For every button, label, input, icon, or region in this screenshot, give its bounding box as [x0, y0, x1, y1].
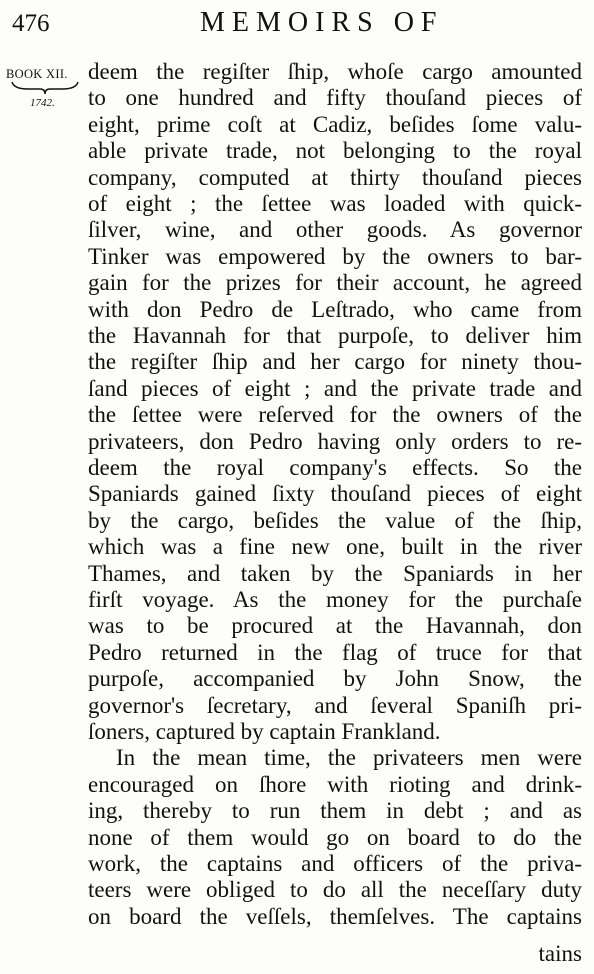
text-line: ſoners, captured by captain Frankland. — [88, 719, 441, 744]
page-number: 476 — [12, 10, 50, 37]
text-line: deem the regiſter ſhip, whoſe cargo amounted — [88, 59, 582, 84]
text-line: ſilver, wine, and other goods. As governor — [88, 217, 582, 243]
text-line: purpoſe, accompanied by John Snow, the — [88, 666, 582, 692]
text-line: Tinker was empowered by the owners to bar- — [88, 243, 582, 269]
margin-year: 1742. — [30, 97, 55, 109]
text-line: governor's ſecretary, and ſeveral Spaniſh pri- — [88, 692, 582, 718]
text-line: Thames, and taken by the Spaniards in her — [88, 560, 582, 586]
text-line: privateers, don Pedro having only orders to re- — [88, 428, 582, 454]
text-line: with don Pedro de Leſtrado, who came from — [88, 296, 582, 322]
text-line: eight, prime coſt at Cadiz, beſides ſome valu- — [88, 111, 582, 137]
text-line: the ſettee were reſerved for the owners of the — [88, 402, 582, 428]
text-line: encouraged on ſhore with rioting and drink- — [88, 771, 582, 797]
text-line: none of them would go on board to do the — [88, 824, 582, 850]
text-line: the regiſter ſhip and her cargo for ninety thou- — [88, 349, 582, 375]
text-line: teers were obliged to do all the neceſſary duty — [88, 877, 582, 903]
margin-brace — [10, 80, 80, 96]
text-line: which was a fine new one, built in the river — [88, 534, 582, 560]
running-head: MEMOIRS OF — [200, 7, 444, 38]
text-line: ſand pieces of eight ; and the private trade and — [88, 375, 582, 401]
text-line: of eight ; the ſettee was loaded with quick- — [88, 191, 582, 216]
text-line: In the mean time, the privateers men were — [116, 745, 582, 771]
margin-book-label: BOOK XII. — [6, 67, 68, 81]
text-line: by the cargo, beſides the value of the ſhip, — [88, 507, 582, 533]
text-line: the Havannah for that purpoſe, to deliver him — [88, 323, 582, 348]
text-line: ing, thereby to run them in debt ; and as — [88, 798, 582, 824]
text-line: on board the veſſels, themſelves. The captains — [88, 903, 582, 929]
text-line: to one hundred and fifty thouſand pieces of — [88, 85, 582, 111]
text-line: firſt voyage. As the money for the purchaſe — [88, 587, 582, 612]
text-line: able private trade, not belonging to the royal — [88, 138, 582, 164]
catchword: tains — [538, 941, 582, 966]
text-line: Spaniards gained ſixty thouſand pieces of eight — [88, 481, 582, 507]
text-line: was to be procured at the Havannah, don — [88, 613, 582, 639]
text-line: company, computed at thirty thouſand pieces — [88, 164, 582, 190]
text-line: work, the captains and officers of the priva- — [88, 851, 582, 876]
text-line: deem the royal company's effects. So the — [88, 455, 582, 480]
text-line: gain for the prizes for their account, he agreed — [88, 270, 582, 296]
text-line: Pedro returned in the flag of truce for that — [88, 639, 582, 665]
